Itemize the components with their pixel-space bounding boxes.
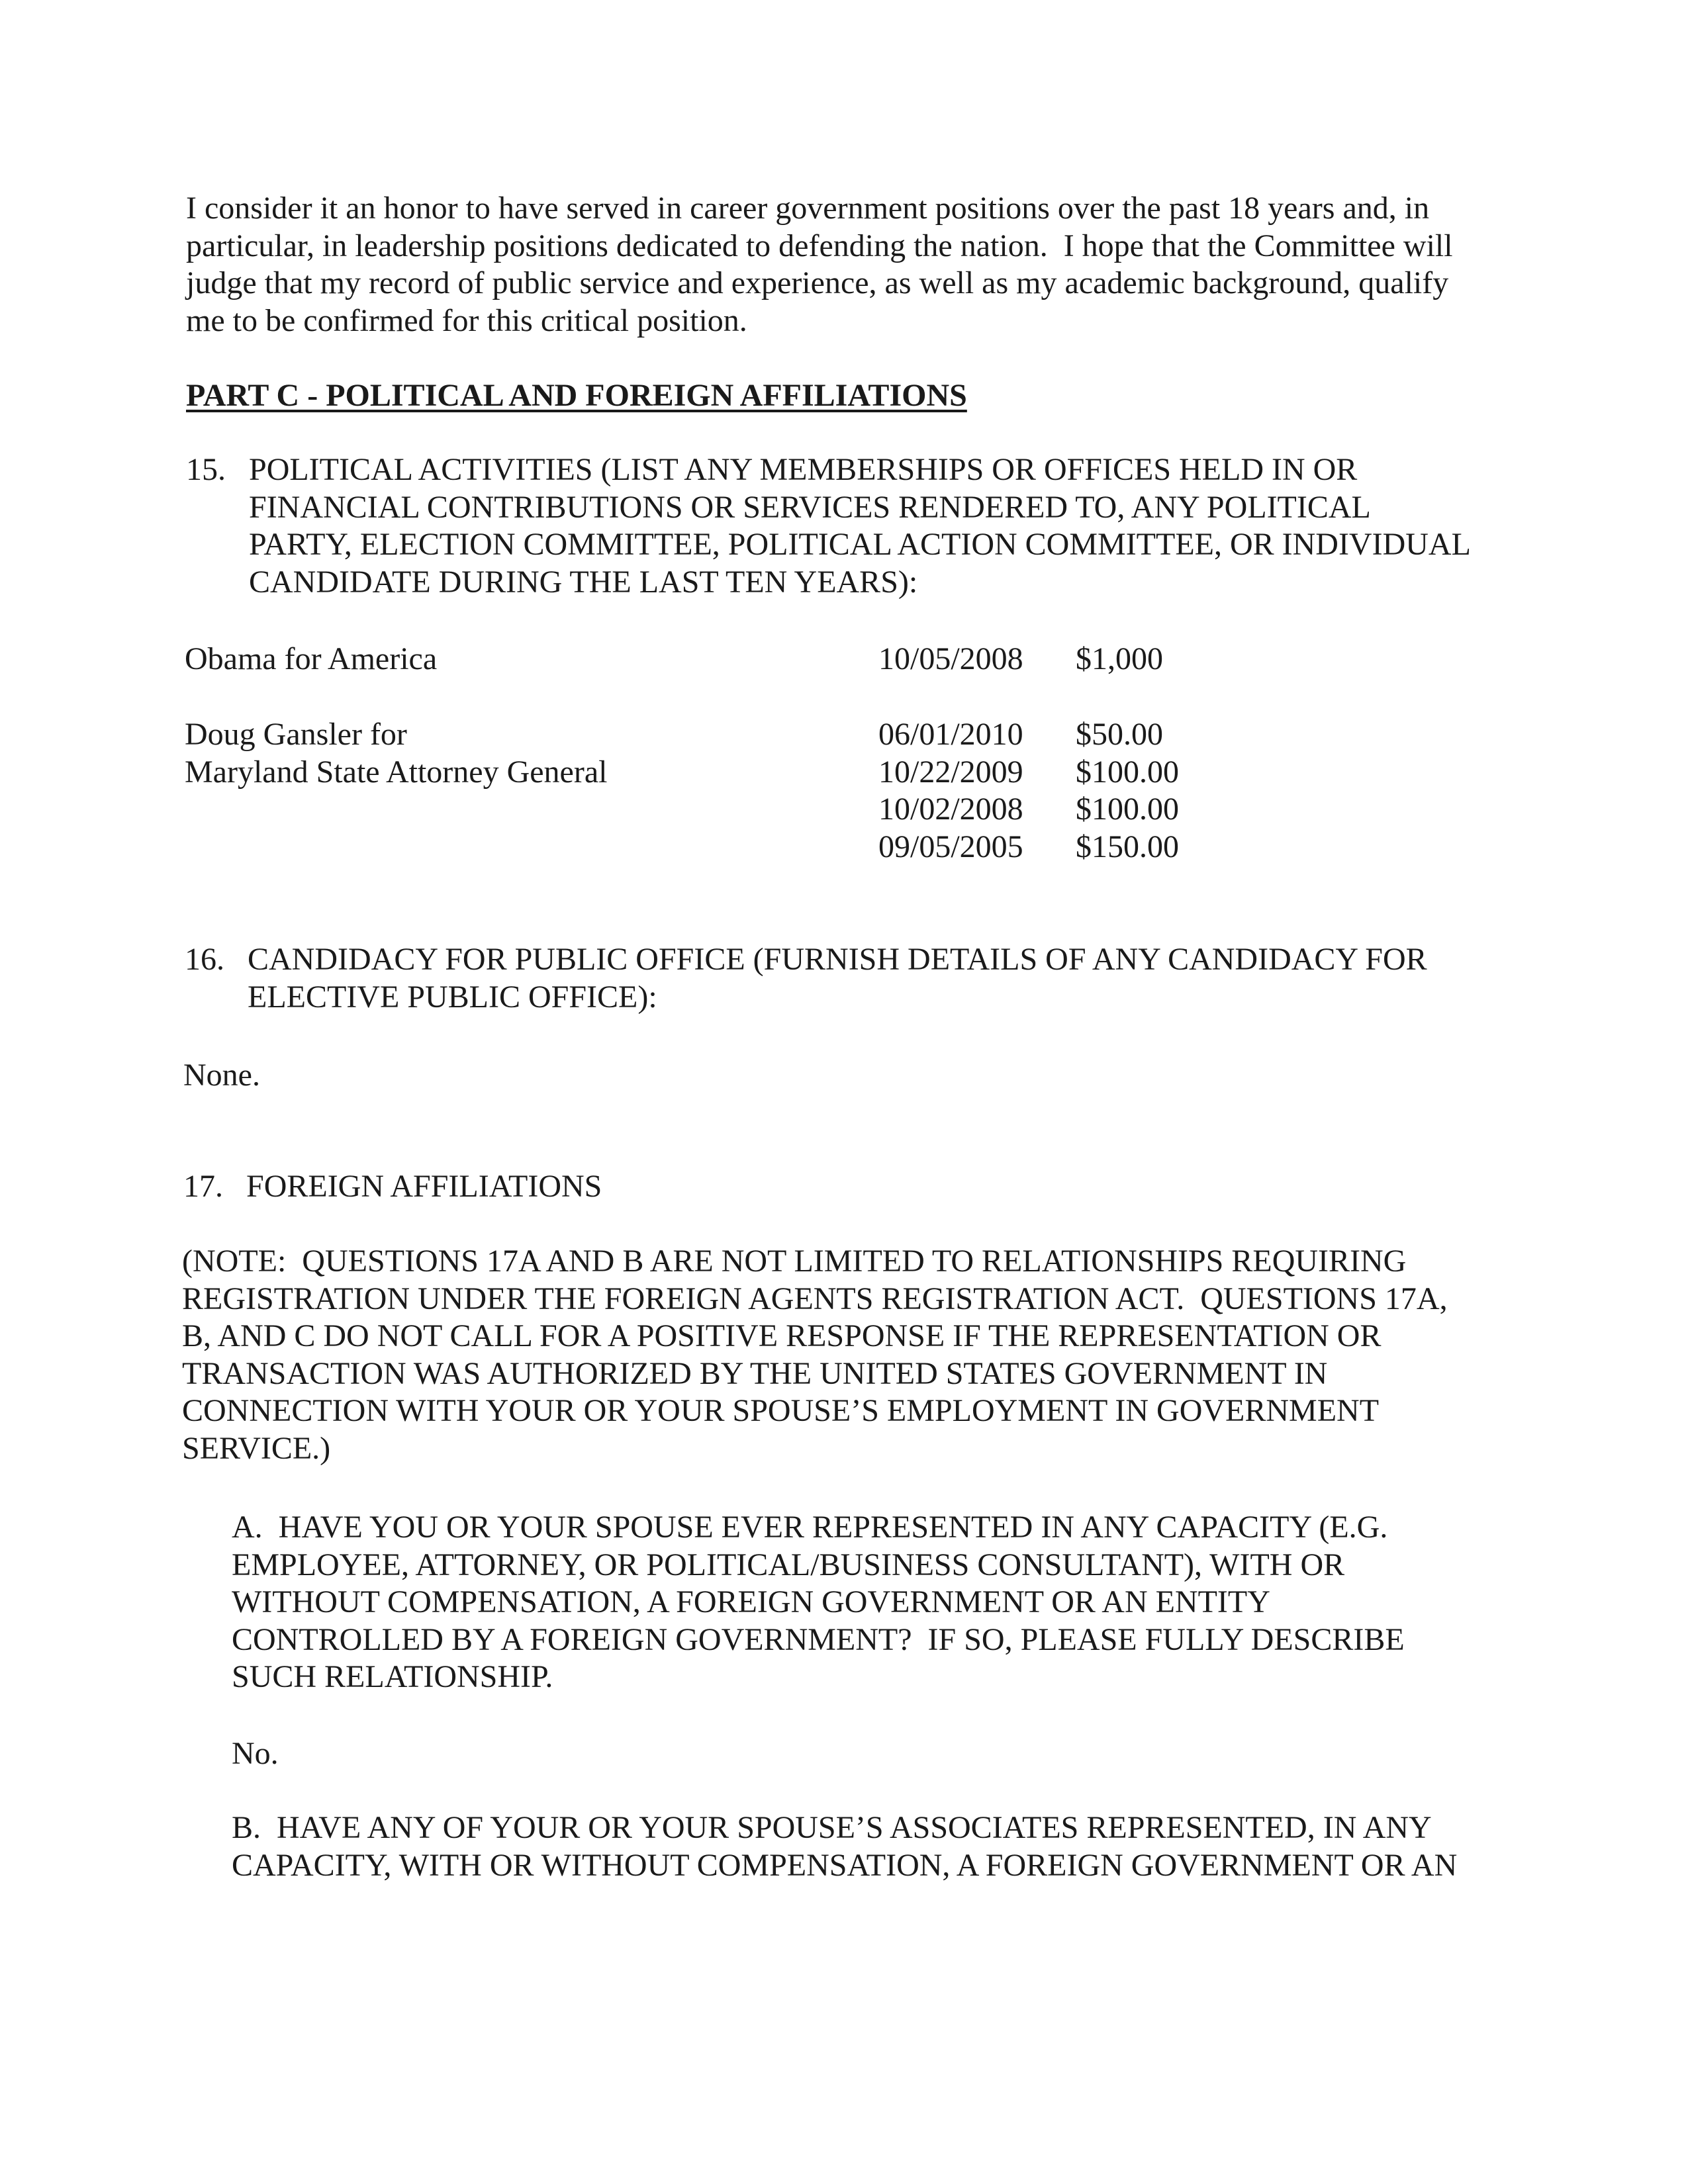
question-15	[186, 451, 1471, 601]
contribution-amount: $50.00	[1076, 717, 1163, 752]
answer-16: None.	[183, 1058, 260, 1093]
contribution-date: 10/05/2008	[878, 641, 1023, 676]
question-number: 17.	[183, 1169, 223, 1204]
question-text: FOREIGN AFFILIATIONS	[246, 1169, 602, 1204]
question-text: CANDIDACY FOR PUBLIC OFFICE (FURNISH DETAILS OF ANY CANDIDACY FOR ELECTIVE PUBLIC OFFICE):	[248, 942, 1427, 1015]
contribution-amount: $100.00	[1076, 754, 1179, 790]
question-17-note: (NOTE: QUESTIONS 17A AND B ARE NOT LIMITED TO RELATIONSHIPS REQUIRING REGISTRATION UNDER THE FOREIGN AGENTS REGISTRATION ACT. QUESTIONS 17A, B, AND C DO NOT CALL FOR A POSITIVE RESPONSE IF THE REPRESENTATION OR TRANSACTION WAS AUTHORIZED BY THE UNITED STATES GOVERNMENT IN CONNECTION WITH YOUR OR YOUR SPOUSE’S EMPLOYMENT IN GOVERNMENT SERVICE.)	[182, 1244, 1448, 1466]
contribution-amount: $100.00	[1076, 792, 1179, 827]
contribution-date: 10/22/2009	[878, 754, 1023, 790]
question-17	[183, 1168, 602, 1206]
contribution-recipient: Doug Gansler for Maryland State Attorney General	[185, 717, 608, 790]
question-17a: A. HAVE YOU OR YOUR SPOUSE EVER REPRESENTED IN ANY CAPACITY (E.G. EMPLOYEE, ATTORNEY, OR POLITICAL/BUSINESS CONSULTANT), WITH OR WITHOUT COMPENSATION, A FOREIGN GOVERNMENT OR AN ENTITY CONTROLLED BY A FOREIGN GOVERNMENT? IF SO, PLEASE FULLY DESCRIBE SUCH RELATIONSHIP.	[232, 1510, 1405, 1694]
intro-paragraph: I consider it an honor to have served in career government positions over the past 18 years and, in particular, in leadership positions dedicated to defending the nation. I hope that the Committee will judge that my record of public service and experience, as well as my academic background, qualify me to be confirmed for this critical position.	[186, 191, 1453, 338]
question-number: 16.	[185, 942, 224, 977]
contribution-amount: $1,000	[1076, 641, 1163, 676]
contribution-recipient: Obama for America	[185, 641, 438, 676]
question-16	[185, 941, 1427, 1016]
section-heading: PART C - POLITICAL AND FOREIGN AFFILIATIONS	[186, 378, 967, 413]
question-text: POLITICAL ACTIVITIES (LIST ANY MEMBERSHIPS OR OFFICES HELD IN OR FINANCIAL CONTRIBUTIONS OR SERVICES RENDERED TO, ANY POLITICAL PARTY, ELECTION COMMITTEE, POLITICAL ACTION COMMITTEE, OR INDIVIDUAL CANDIDATE DURING THE LAST TEN YEARS):	[249, 452, 1471, 600]
contribution-amount: $150.00	[1076, 829, 1179, 864]
question-17b: B. HAVE ANY OF YOUR OR YOUR SPOUSE’S ASSOCIATES REPRESENTED, IN ANY CAPACITY, WITH OR WITHOUT COMPENSATION, A FOREIGN GOVERNMENT OR AN	[232, 1810, 1458, 1883]
contribution-date: 06/01/2010	[878, 717, 1023, 752]
answer-17a: No.	[232, 1736, 279, 1771]
contribution-date: 09/05/2005	[878, 829, 1023, 864]
question-number: 15.	[186, 452, 226, 487]
contribution-date: 10/02/2008	[878, 792, 1023, 827]
